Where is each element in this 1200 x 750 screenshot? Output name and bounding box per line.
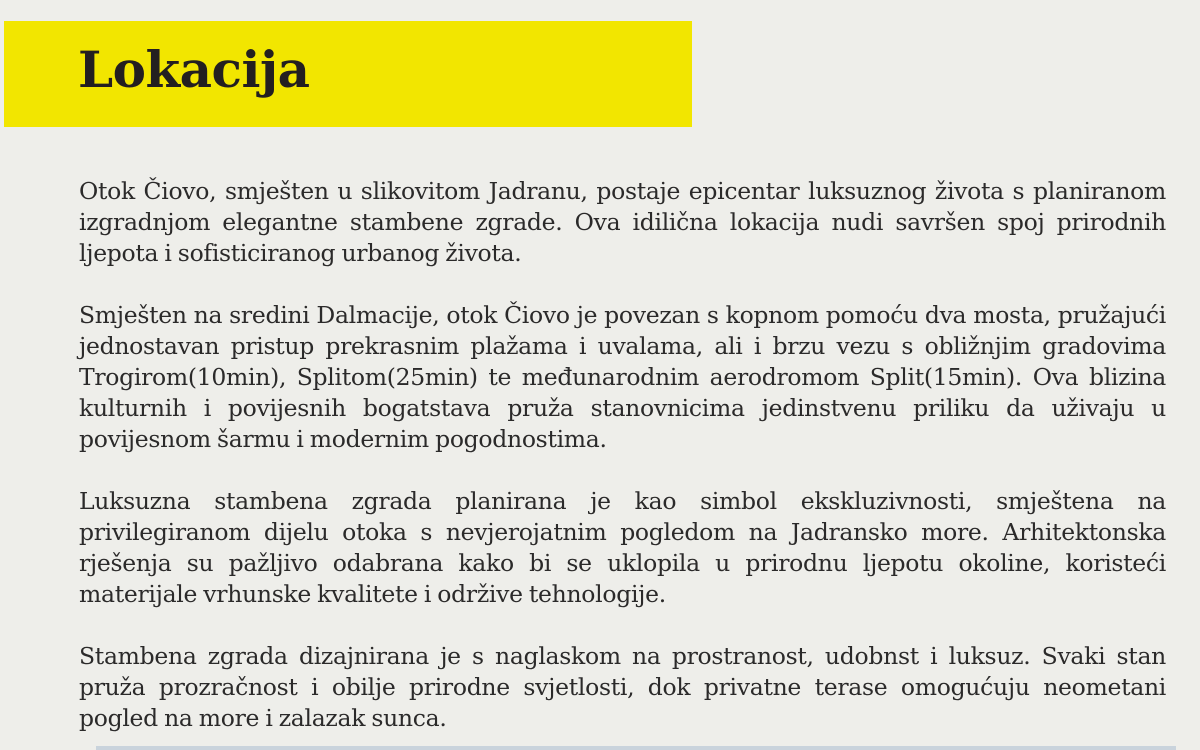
- bottom-divider: [96, 746, 1176, 750]
- paragraph-intro: Otok Čiovo, smješten u slikovitom Jadranu, postaje epicentar luksuznog života s planiranom izgradnjom elegantne stambene zgrade. Ova idilična lokacija nudi savršen spoj prirodnih ljepota i sofisticiranog urbanog života.: [79, 177, 1166, 267]
- body-text: [79, 176, 1166, 750]
- page-title: Lokacija: [78, 40, 310, 99]
- paragraph-location: Smješten na sredini Dalmacije, otok Čiovo je povezan s kopnom pomoću dva mosta, pružajući jednostavan pristup prekrasnim plažama i uvalama, ali i brzu vezu s obližnjim gradovima Trogirom(10min), Splitom(25min) te međunarodnim aerodromom Split(15min). Ova blizina kulturnih i povijesnih bogatstava pruža stanovnicima jedinstvenu priliku da uživaju u povijesnom šarmu i modernim pogodnostima.: [79, 301, 1166, 453]
- paragraph-apartments: Stambena zgrada dizajnirana je s naglaskom na prostranost, udobnst i luksuz. Svaki stan pruža prozračnost i obilje prirodne svjetlosti, dok privatne terase omogućuju neometani pogled na more i zalazak sunca.: [79, 642, 1166, 732]
- paragraph-building: Luksuzna stambena zgrada planirana je kao simbol ekskluzivnosti, smještena na privilegiranom dijelu otoka s nevjerojatnim pogledom na Jadransko more. Arhitektonska rješenja su pažljivo odabrana kako bi se uklopila u prirodnu ljepotu okoline, koristeći materijale vrhunske kvalitete i održive tehnologije.: [79, 487, 1166, 608]
